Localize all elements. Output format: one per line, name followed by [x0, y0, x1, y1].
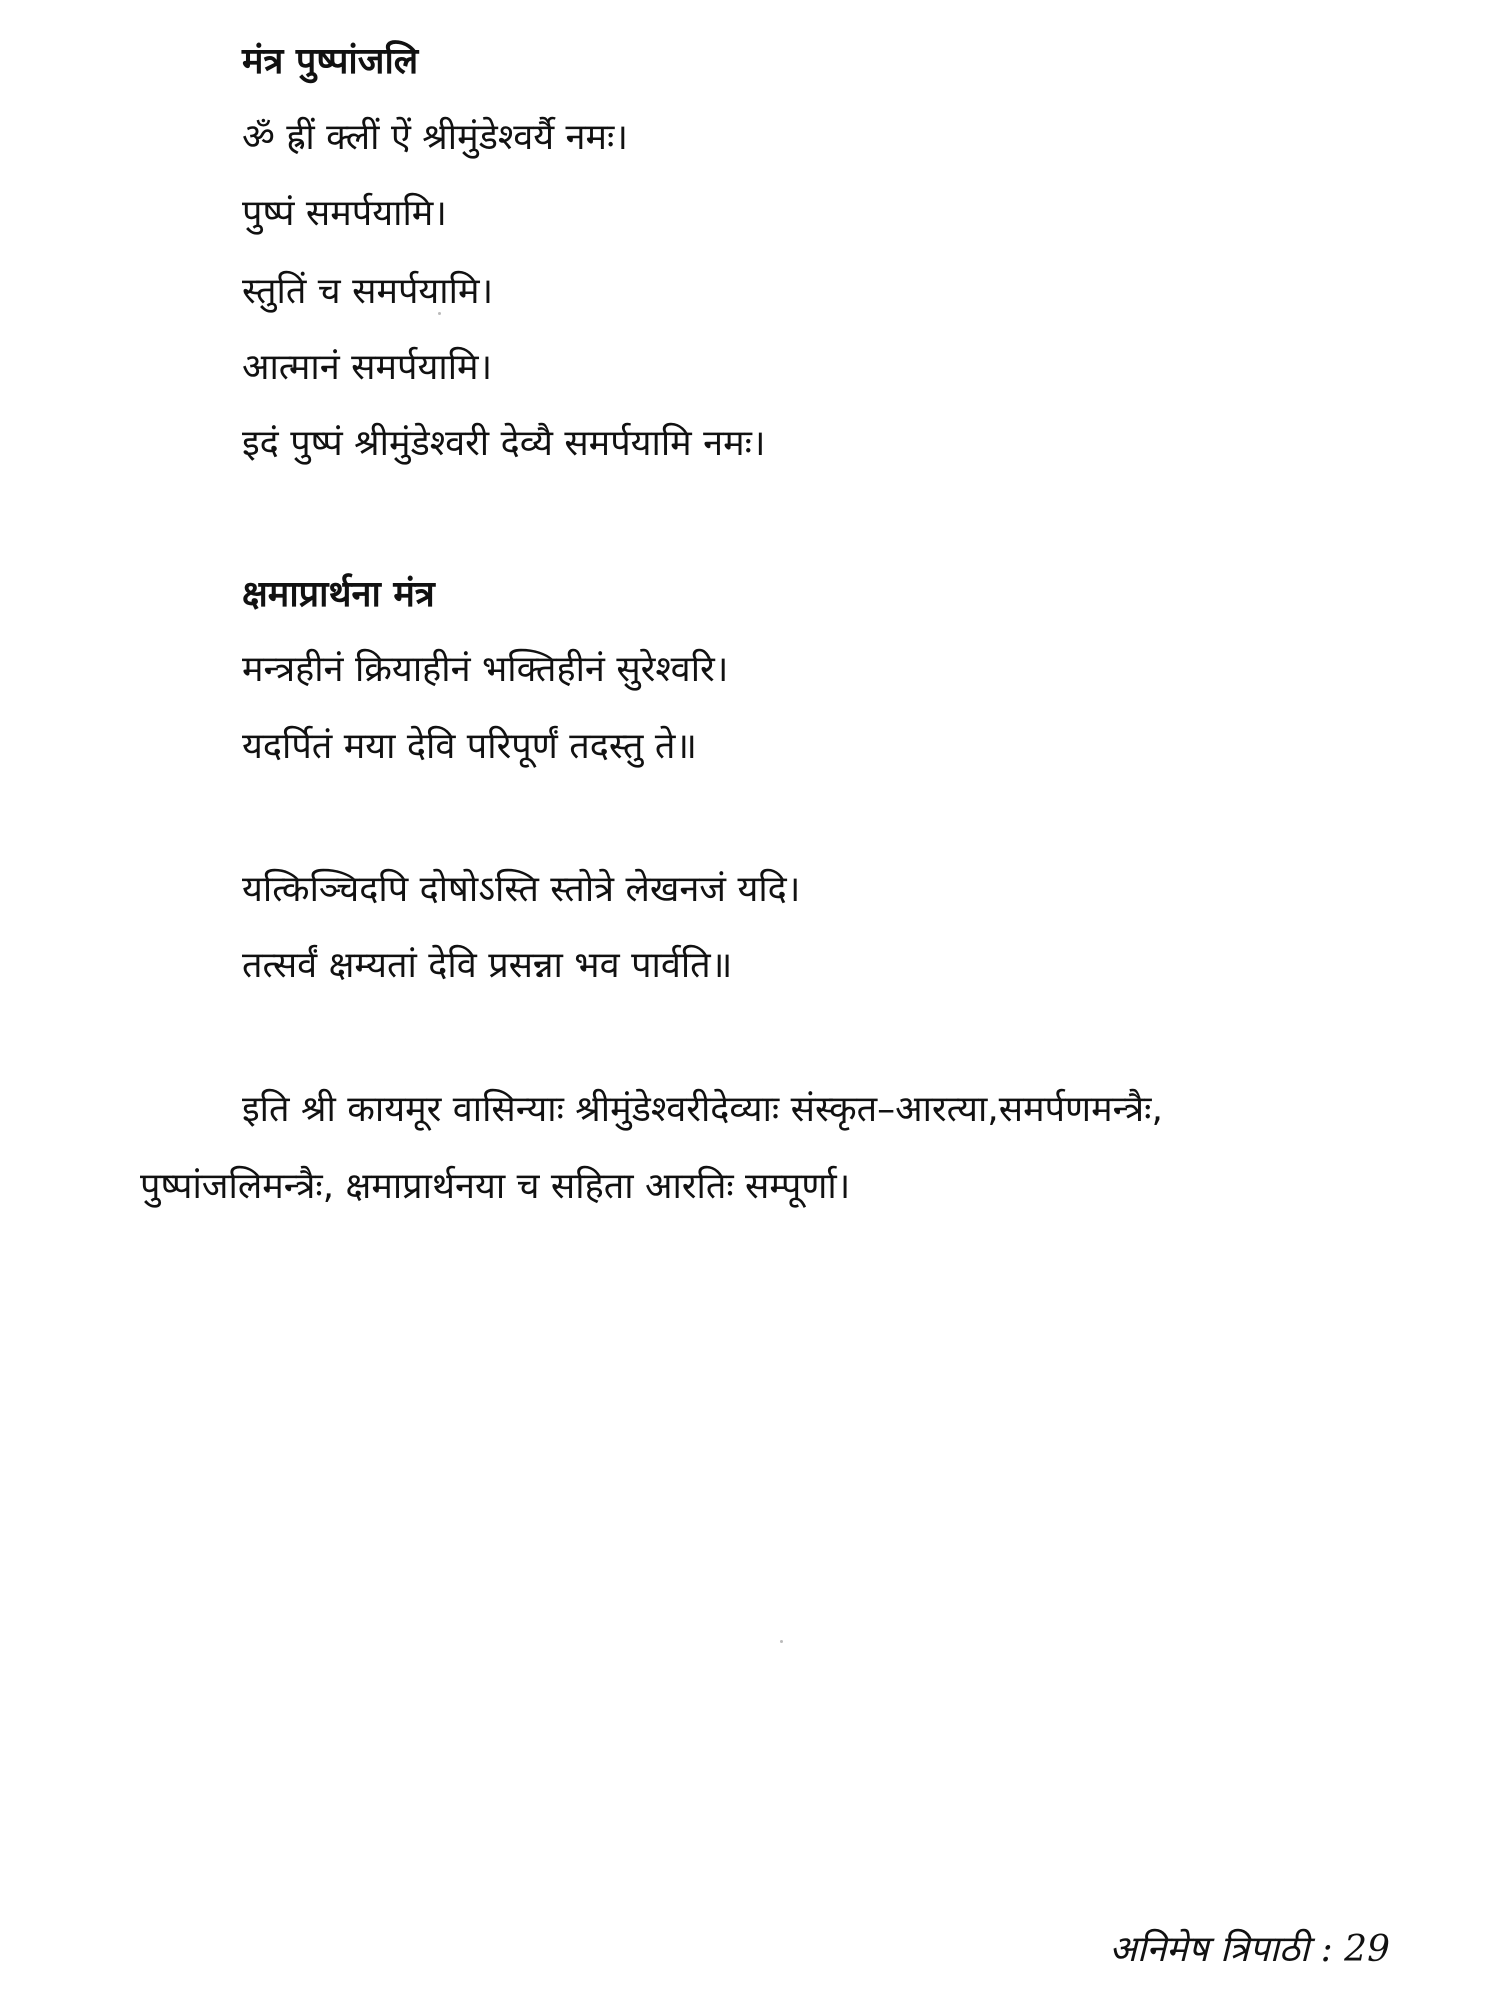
verse2-line-2: तत्सर्वं क्षम्यतां देवि प्रसन्ना भव पार्वति॥ — [242, 945, 733, 986]
mantra-line-3: स्तुतिं च समर्पयामि। — [242, 271, 494, 312]
closing-paragraph-line-2: पुष्पांजलिमन्त्रैः, क्षमाप्रार्थनया च सहिता आरतिः सम्पूर्णा। — [140, 1166, 851, 1207]
mantra-line-1: ॐ ह्रीं क्लीं ऐं श्रीमुंडेश्वर्यै नमः। — [242, 117, 628, 158]
scan-speck — [438, 312, 441, 315]
verse1-line-2: यदर्पितं मया देवि परिपूर्णं तदस्तु ते॥ — [242, 726, 697, 767]
scan-speck — [780, 1640, 783, 1643]
verse1-line-1: मन्त्रहीनं क्रियाहीनं भक्तिहीनं सुरेश्वरि। — [242, 649, 729, 690]
closing-paragraph-line-1: इति श्री कायमूर वासिन्याः श्रीमुंडेश्वरीदेव्याः संस्कृत–आरत्या,समर्पणमन्त्रैः, — [242, 1089, 1163, 1130]
mantra-line-4: आत्मानं समर्पयामि। — [242, 347, 493, 388]
page-footer-author-page-number: अनिमेष त्रिपाठी : 29 — [1109, 1929, 1390, 1970]
mantra-line-2: पुष्पं समर्पयामि। — [242, 193, 447, 234]
section-heading-kshamaprarthana: क्षमाप्रार्थना मंत्र — [242, 574, 435, 615]
verse2-line-1: यत्किञ्चिदपि दोषोऽस्ति स्तोत्रे लेखनजं यदि। — [242, 869, 801, 910]
mantra-line-5: इदं पुष्पं श्रीमुंडेश्वरी देव्यै समर्पयामि नमः। — [242, 423, 766, 464]
section-heading-mantra-pushpanjali: मंत्र पुष्पांजलि — [242, 41, 419, 82]
